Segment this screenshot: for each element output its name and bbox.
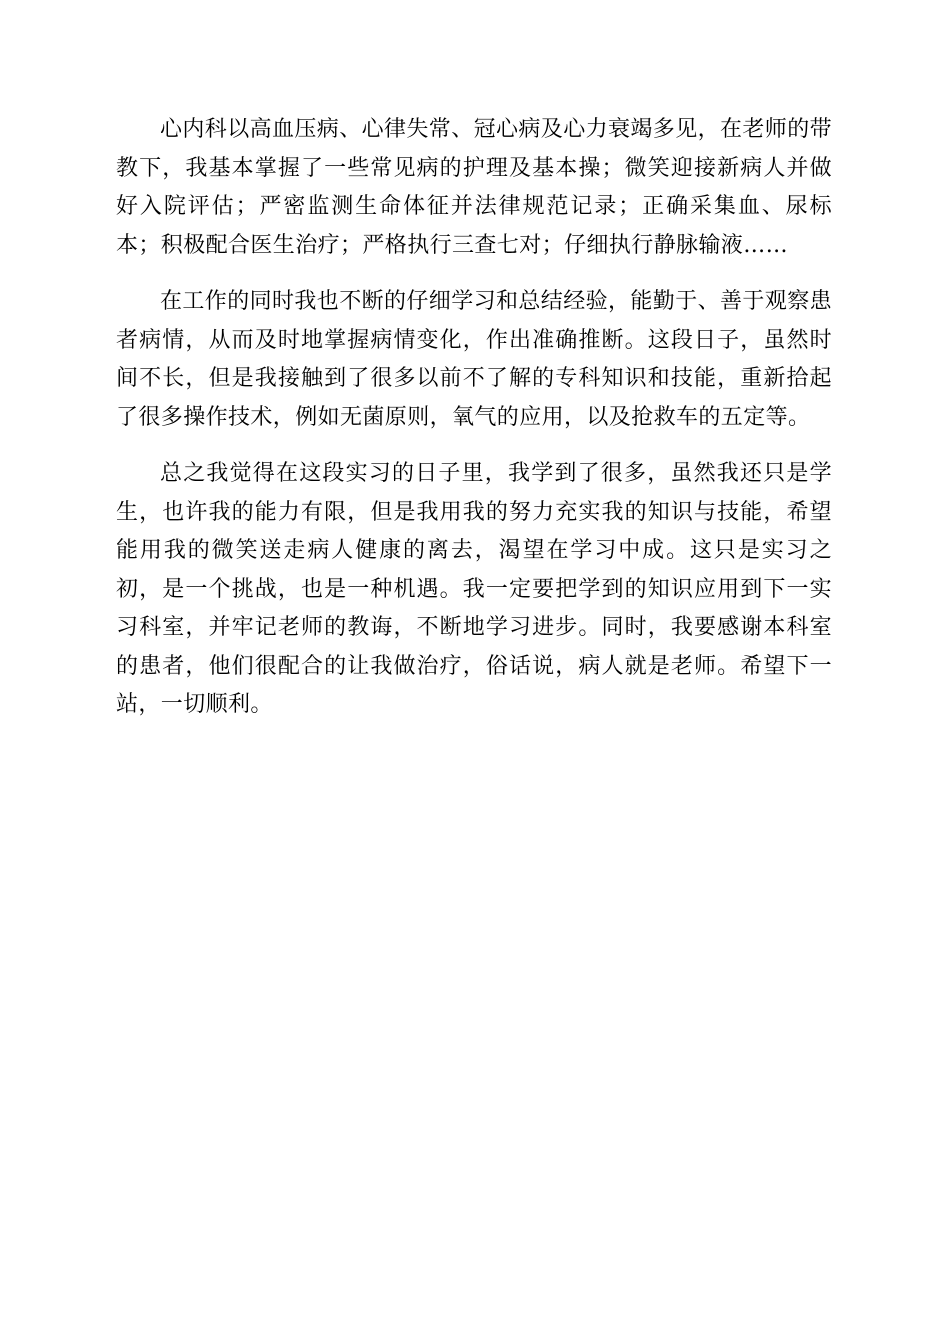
paragraph-2: 在工作的同时我也不断的仔细学习和总结经验，能勤于、善于观察患者病情，从而及时地掌握病情变化，作出准确推断。这段日子，虽然时间不长，但是我接触到了很多以前不了解的专科知识和技能，重新拾起了很多操作技术，例如无菌原则，氧气的应用，以及抢救车的五定等。 (116, 289, 833, 430)
paragraph-1: 心内科以高血压病、心律失常、冠心病及心力衰竭多见，在老师的带教下，我基本掌握了一些常见病的护理及基本操；微笑迎接新病人并做好入院评估；严密监测生命体征并法律规范记录；正确采集血、尿标本；积极配合医生治疗；严格执行三查七对；仔细执行静脉输液…… (116, 117, 833, 258)
document-body (116, 111, 832, 743)
paragraph-3: 总之我觉得在这段实习的日子里，我学到了很多，虽然我还只是学生，也许我的能力有限，但是我用我的努力充实我的知识与技能，希望能用我的微笑送走病人健康的离去，渴望在学习中成。这只是实习之初，是一个挑战，也是一种机遇。我一定要把学到的知识应用到下一实习科室，并牢记老师的教诲，不断地学习进步。同时，我要感谢本科室的患者，他们很配合的让我做治疗，俗话说，病人就是老师。希望下一站，一切顺利。 (116, 461, 832, 717)
